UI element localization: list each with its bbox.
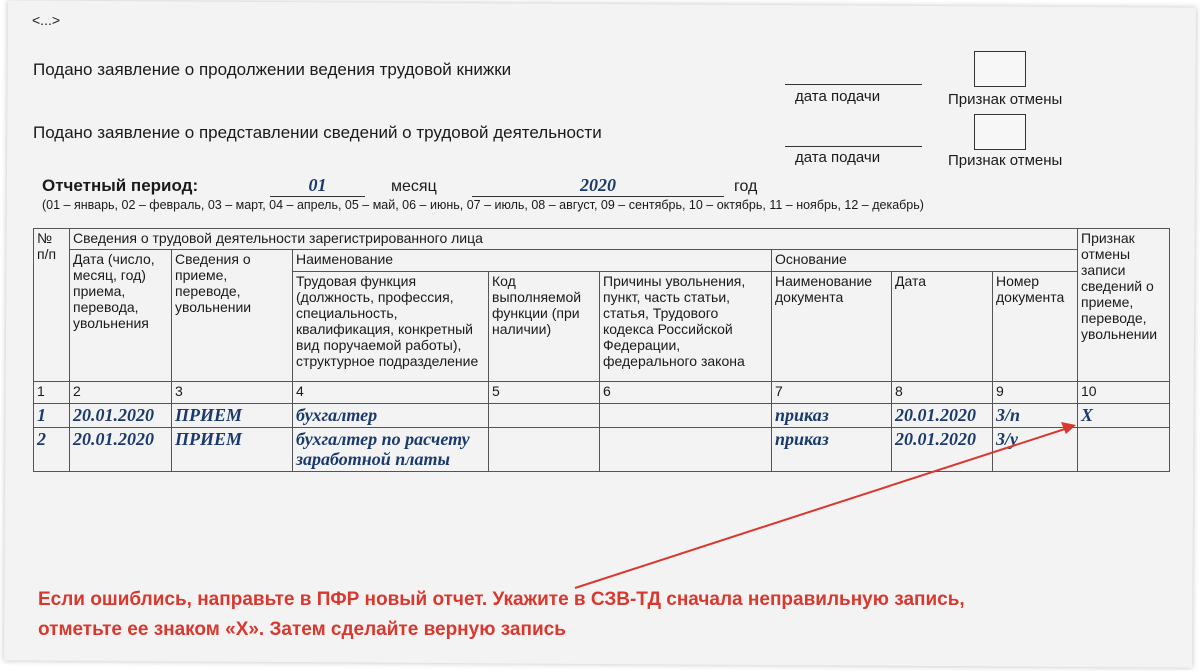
instruction-note [38,585,965,645]
column-number: 8 [892,382,993,404]
column-number: 10 [1078,382,1170,404]
header-function-code: Код выполняемой функции (при наличии) [489,272,600,382]
column-number: 4 [293,382,489,404]
instruction-line-1: Если ошиблись, направьте в ПФР новый отчет. Укажите в СЗВ-ТД сначала неправильную запись, [38,589,965,610]
record-document-name: приказ [772,404,892,428]
submission-date-label-1: дата подачи [795,88,881,105]
record-document-date: 20.01.2020 [892,404,993,428]
record-function: бухгалтер [293,404,489,428]
record-type: ПРИЕМ [172,428,293,472]
arrow-line [575,428,1068,588]
record-function: бухгалтер по расчету заработной платы [293,428,489,472]
header-labor-activity: Сведения о трудовой деятельности зарегистрированного лица [70,229,1078,250]
record-number: 2 [34,428,70,472]
column-number: 3 [172,382,293,404]
column-number: 5 [489,382,600,404]
header-dismissal-reasons: Причины увольнения, пункт, часть статьи, статья, Трудового кодекса Российской Федерации, федерального закона [600,272,772,382]
record-document-number: 3/у [993,428,1078,472]
header-date: Дата (число, месяц, год) приема, перевода, увольнения [70,250,172,382]
record-document-name: приказ [772,428,892,472]
statement-provide-info: Подано заявление о представлении сведений о трудовой деятельности [33,123,602,142]
header-document-number: Номер документа [993,272,1078,382]
header-basis: Основание [772,250,1078,272]
column-number: 2 [70,382,172,404]
header-document-date: Дата [892,272,993,382]
arrow-head [1061,422,1076,434]
cancel-flag-label-2: Признак отмены [948,152,1063,169]
header-info-type: Сведения о приеме, переводе, увольнении [172,250,293,382]
header-cancel-flag: Признак отмены записи сведений о приеме, переводе, увольнении [1078,229,1170,382]
header-function: Трудовая функция (должность, профессия, специальность, квалификация, конкретный вид поручаемой работы), структурное подразделение [293,272,489,382]
column-number: 7 [772,382,892,404]
reporting-year-value[interactable]: 2020 [472,175,724,197]
record-cancel-mark: Х [1078,404,1170,428]
submission-date-label-2: дата подачи [795,149,881,166]
record-date: 20.01.2020 [70,404,172,428]
column-number: 6 [600,382,772,404]
omission-mark: <...> [32,12,61,28]
statement-continue-workbook: Подано заявление о продолжении ведения трудовой книжки [33,60,512,79]
column-number: 9 [993,382,1078,404]
record-date: 20.01.2020 [70,428,172,472]
reporting-period-label: Отчетный период: [42,176,199,195]
record-number: 1 [34,404,70,428]
month-codes-legend: (01 – январь, 02 – февраль, 03 – март, 04 – апрель, 05 – май, 06 – июнь, 07 – июль, 08 – август, 09 – сентябрь, 10 – октябрь, 11 – ноябрь, 12 – декабрь) [42,198,924,212]
year-word: год [734,178,758,195]
header-naming: Наименование [293,250,772,272]
record-document-number: 3/п [993,404,1078,428]
header-number: № п/п [34,229,70,382]
record-document-date: 20.01.2020 [892,428,993,472]
cancel-flag-label-1: Признак отмены [948,91,1063,108]
reporting-month-value[interactable]: 01 [270,175,365,197]
header-document-name: Наименование документа [772,272,892,382]
instruction-line-2: отметьте ее знаком «Х». Затем сделайте верную запись [38,619,566,640]
record-type: ПРИЕМ [172,404,293,428]
column-number: 1 [34,382,70,404]
month-word: месяц [391,178,437,195]
